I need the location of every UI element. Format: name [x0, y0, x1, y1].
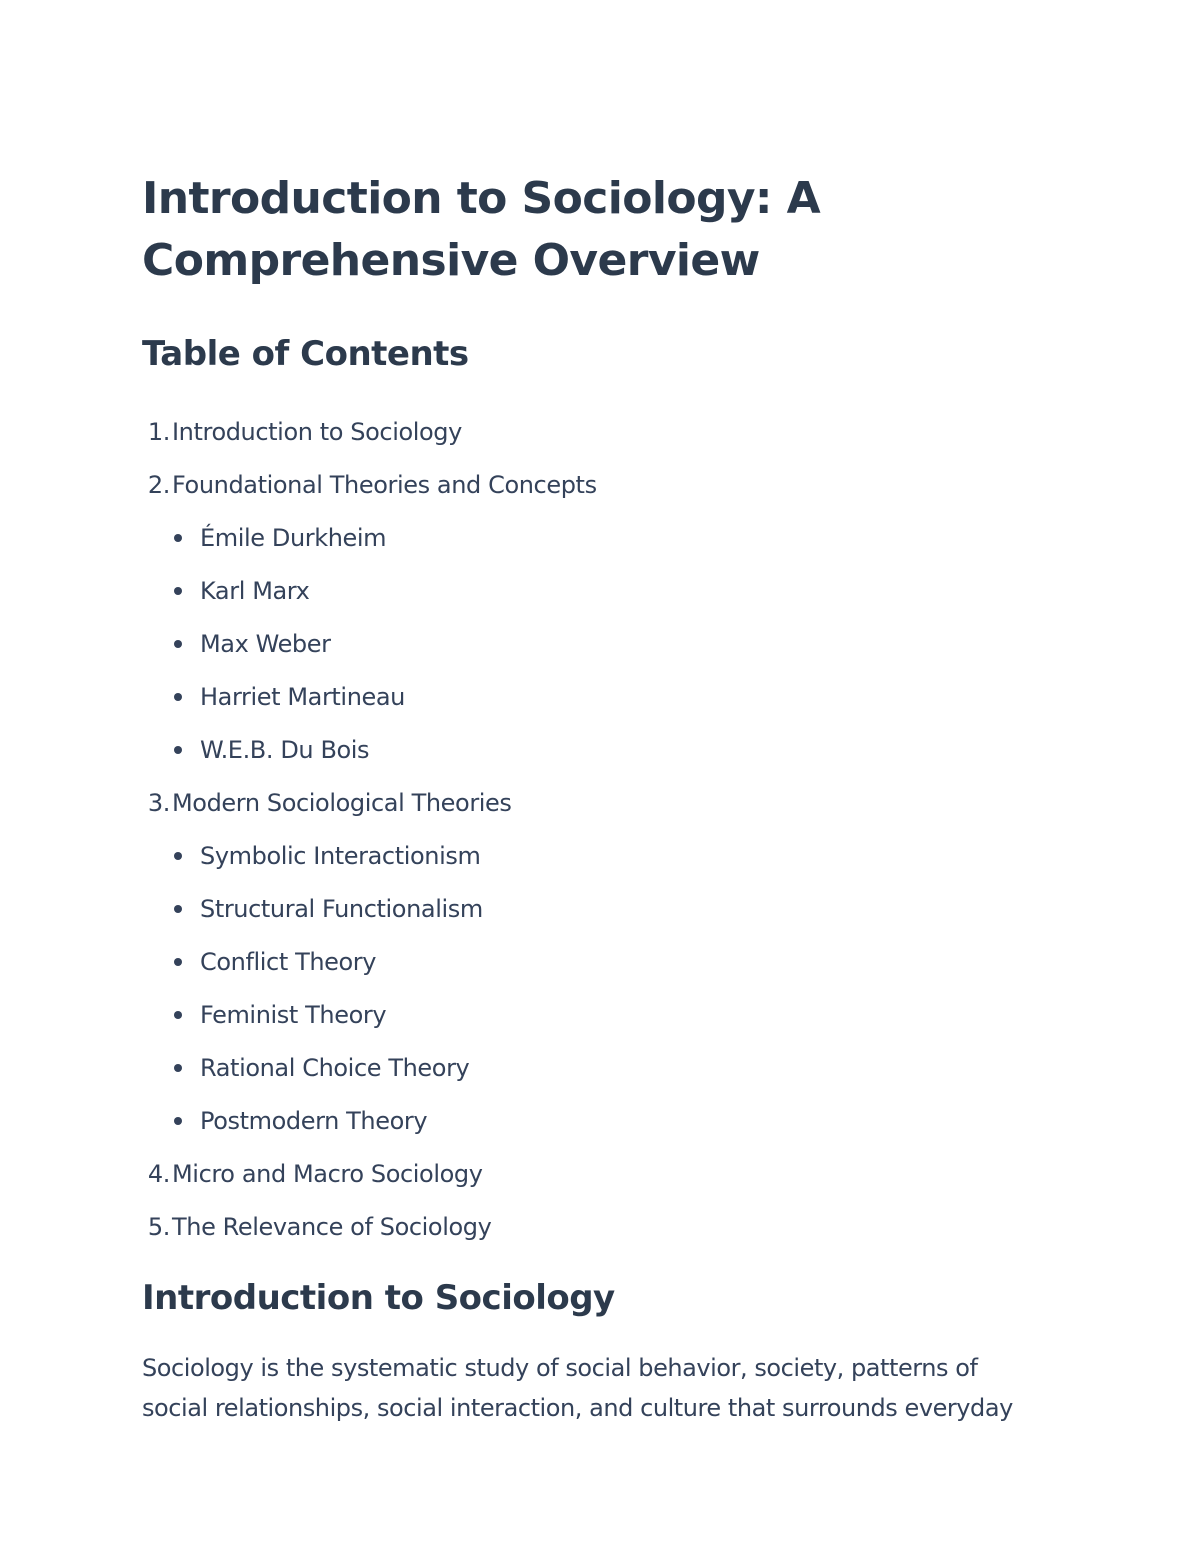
- table-of-contents: [142, 406, 1072, 1254]
- toc-item-label: The Relevance of Sociology: [172, 1213, 492, 1241]
- toc-subitem: [142, 883, 1072, 936]
- toc-item: [142, 1148, 1072, 1201]
- toc-subitem-label: Karl Marx: [200, 577, 310, 605]
- toc-subitem: [142, 989, 1072, 1042]
- toc-subitem-label: Feminist Theory: [200, 1001, 387, 1029]
- bullet-icon: [174, 852, 182, 860]
- toc-item-number: 4.: [147, 1160, 170, 1188]
- toc-subitem: [142, 830, 1072, 883]
- section-heading: Introduction to Sociology: [142, 1278, 615, 1318]
- toc-subitem-label: Postmodern Theory: [200, 1107, 428, 1135]
- toc-heading: Table of Contents: [142, 334, 469, 374]
- document-title: Introduction to Sociology: A Comprehensive Overview: [142, 173, 821, 286]
- bullet-icon: [174, 746, 182, 754]
- bullet-icon: [174, 640, 182, 648]
- toc-subitem-label: Harriet Martineau: [200, 683, 405, 711]
- toc-subitem-label: Émile Durkheim: [200, 524, 387, 552]
- toc-subitem: [142, 1042, 1072, 1095]
- bullet-icon: [174, 534, 182, 542]
- bullet-icon: [174, 1011, 182, 1019]
- bullet-icon: [174, 587, 182, 595]
- bullet-icon: [174, 1064, 182, 1072]
- toc-item-number: 2.: [147, 471, 170, 499]
- toc-subitem: [142, 1095, 1072, 1148]
- toc-item-number: 3.: [147, 789, 170, 817]
- bullet-icon: [174, 1117, 182, 1125]
- toc-item-number: 5.: [147, 1213, 170, 1241]
- toc-item: [142, 1201, 1072, 1254]
- toc-subitem: [142, 565, 1072, 618]
- body-line: social relationships, social interaction, and culture that surrounds everyday: [142, 1394, 1013, 1422]
- toc-item-label: Introduction to Sociology: [172, 418, 462, 446]
- toc-subitem-label: W.E.B. Du Bois: [200, 736, 370, 764]
- toc-item: [142, 777, 1072, 830]
- body-line: Sociology is the systematic study of social behavior, society, patterns of: [142, 1354, 978, 1382]
- toc-subitem: [142, 671, 1072, 724]
- toc-subitem-label: Structural Functionalism: [200, 895, 483, 923]
- toc-subitem: [142, 724, 1072, 777]
- toc-item-label: Modern Sociological Theories: [172, 789, 512, 817]
- bullet-icon: [174, 905, 182, 913]
- toc-subitem-label: Symbolic Interactionism: [200, 842, 481, 870]
- toc-subitem-label: Conflict Theory: [200, 948, 377, 976]
- bullet-icon: [174, 693, 182, 701]
- body-paragraph: [142, 1348, 1072, 1428]
- toc-item-label: Micro and Macro Sociology: [172, 1160, 483, 1188]
- toc-item: [142, 406, 1072, 459]
- bullet-icon: [174, 958, 182, 966]
- toc-item: [142, 459, 1072, 512]
- toc-item-number: 1.: [147, 418, 170, 446]
- toc-subitem: [142, 936, 1072, 989]
- toc-subitem: [142, 618, 1072, 671]
- toc-item-label: Foundational Theories and Concepts: [172, 471, 597, 499]
- toc-subitem: [142, 512, 1072, 565]
- document-page: [142, 168, 1072, 1428]
- toc-subitem-label: Rational Choice Theory: [200, 1054, 470, 1082]
- toc-subitem-label: Max Weber: [200, 630, 331, 658]
